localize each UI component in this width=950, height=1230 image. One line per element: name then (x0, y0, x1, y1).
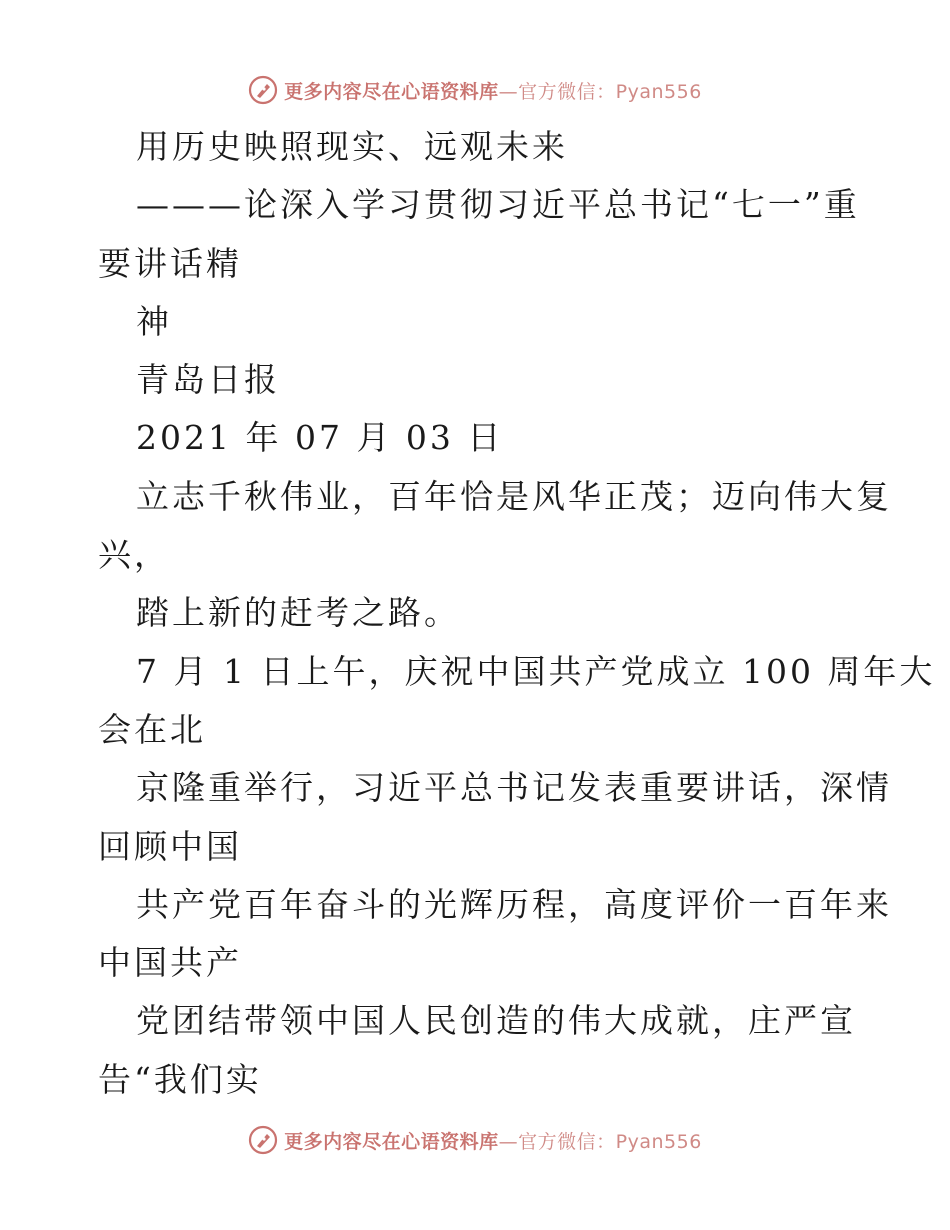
paragraph-line: 中国共产 (98, 943, 242, 983)
paragraph-line: 会在北 (98, 709, 206, 749)
footer-banner-wechat: —官方微信：Pyan556 (498, 1130, 702, 1153)
subtitle-line-cont: 要讲话精 (98, 243, 242, 283)
paragraph-line: 京隆重举行，习近平总书记发表重要讲话，深情 (136, 768, 892, 808)
subtitle-line-end: 神 (136, 301, 172, 341)
subtitle-line: ———论深入学习贯彻习近平总书记“七一”重 (136, 185, 860, 225)
footer-banner-main: 更多内容尽在心语资料库 (284, 1130, 499, 1153)
paragraph-line: 立志千秋伟业，百年恰是风华正茂；迈向伟大复 (136, 476, 892, 516)
title-line: 用历史映照现实、远观未来 (136, 127, 568, 166)
page-header (0, 70, 950, 110)
paragraph-line: 7 月 1 日上午，庆祝中国共产党成立 100 周年大 (136, 651, 936, 691)
paragraph-line: 党团结带领中国人民创造的伟大成就，庄严宣 (136, 1001, 856, 1041)
date-line: 2021 年 07 月 03 日 (136, 418, 504, 458)
pen-nib-logo-icon (248, 1125, 278, 1155)
paragraph-line: 共产党百年奋斗的光辉历程，高度评价一百年来 (136, 884, 892, 924)
pen-nib-logo-icon (248, 75, 278, 105)
paragraph-line: 告“我们实 (98, 1059, 262, 1099)
paragraph-line: 兴， (98, 535, 170, 575)
header-banner (284, 77, 702, 104)
document-body (98, 118, 936, 1109)
paragraph-line: 回顾中国 (98, 826, 242, 866)
paragraph-line: 踏上新的赶考之路。 (136, 593, 460, 633)
page-footer (0, 1120, 950, 1160)
header-banner-main: 更多内容尽在心语资料库 (284, 80, 499, 103)
source-line: 青岛日报 (136, 360, 280, 400)
footer-banner (284, 1127, 702, 1154)
header-banner-wechat: —官方微信：Pyan556 (498, 80, 702, 103)
